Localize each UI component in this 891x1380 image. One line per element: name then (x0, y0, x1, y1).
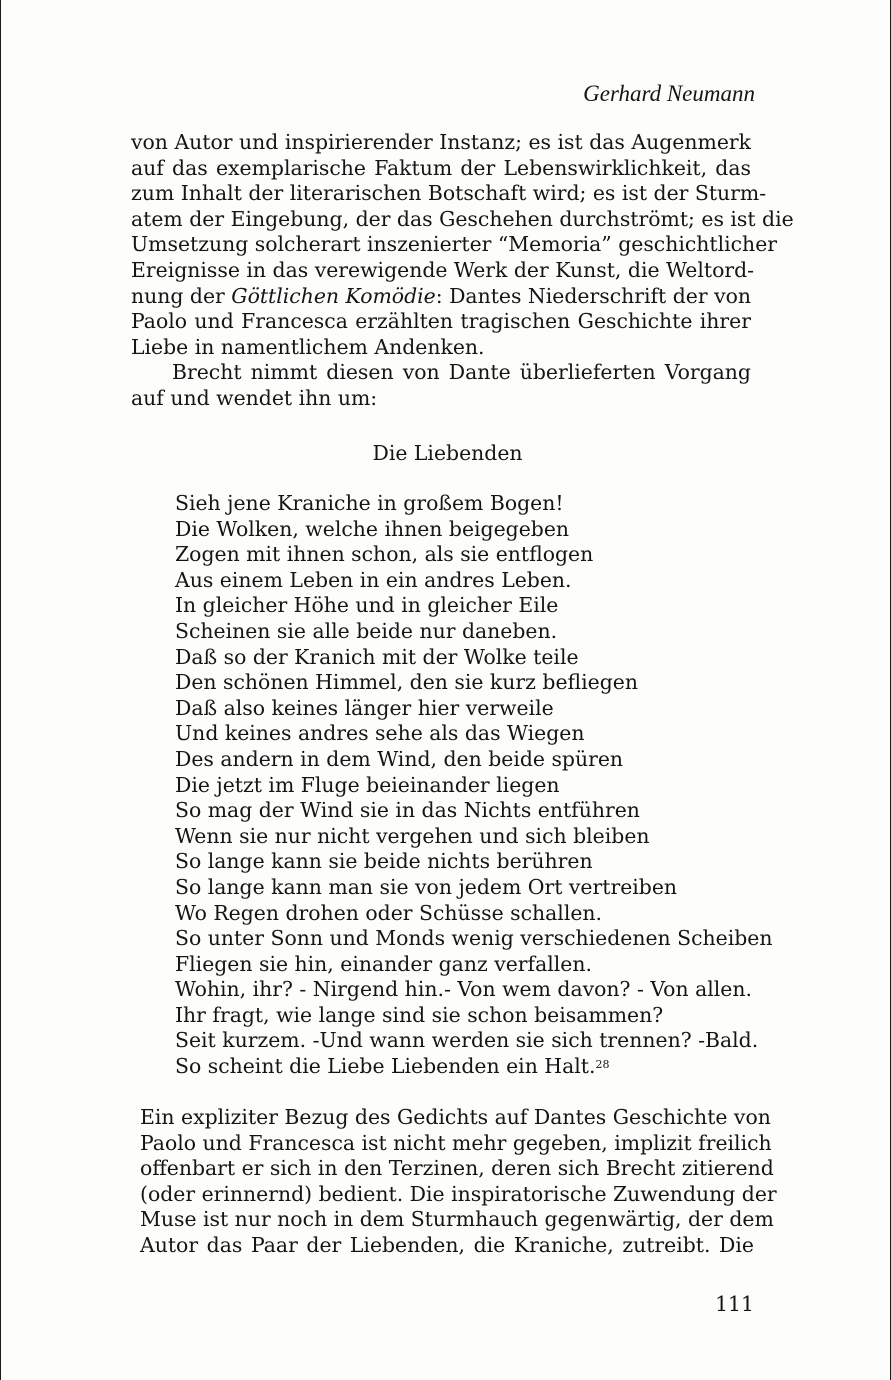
text-line-with-title (131, 284, 751, 310)
poem-line: So lange kann man sie von jedem Ort vertreiben (175, 874, 678, 899)
text-line: Paolo und Francesca erzählten tragischen Geschichte ihrer (131, 309, 751, 334)
poem-line: In gleicher Höhe und in gleicher Eile (175, 593, 559, 618)
text-line: Umsetzung solcherart inszenierter “Memoria” geschichtlicher (131, 232, 778, 257)
poem-line: So unter Sonn und Monds wenig verschiedenen Scheiben (175, 926, 773, 951)
text-line: auf das exemplarische Faktum der Lebenswirklichkeit, das (131, 155, 751, 180)
poem-line: Aus einem Leben in ein andres Leben. (175, 567, 572, 592)
poem-line-text: So scheint die Liebe Liebenden ein Halt. (175, 1054, 596, 1079)
poem-line: Wo Regen drohen oder Schüsse schallen. (175, 900, 603, 925)
text-line: Autor das Paar der Liebenden, die Kraniche, zutreibt. Die (140, 1232, 754, 1257)
running-header-author: Gerhard Neumann (583, 81, 755, 106)
poem-line: Des andern in dem Wind, den beide spüren (175, 746, 624, 771)
text-line: atem der Eingebung, der das Geschehen durchströmt; es ist die (131, 206, 794, 231)
text-line: zum Inhalt der literarischen Botschaft wird; es ist der Sturm- (131, 181, 767, 206)
poem-line: Seit kurzem. -Und wann werden sie sich trennen? -Bald. (175, 1028, 759, 1053)
poem-line: So lange kann sie beide nichts berühren (175, 849, 593, 874)
paragraph-3 (140, 1105, 777, 1259)
poem-line: Daß so der Kranich mit der Wolke teile (175, 644, 579, 669)
text-line: Ein expliziter Bezug des Gedichts auf Dantes Geschichte von (140, 1105, 771, 1129)
text-line: Muse ist nur noch in dem Sturmhauch gegenwärtig, der dem (140, 1207, 774, 1232)
poem-line: Ihr fragt, wie lange sind sie schon beisammen? (175, 1002, 664, 1027)
poem-line: Fliegen sie hin, einander ganz verfallen. (175, 951, 592, 976)
text-fragment: : Dantes Niederschrift der von (435, 283, 752, 308)
poem (175, 491, 773, 1080)
poem-line: Wohin, ihr? - Nirgend hin.- Von wem davon? - Von allen. (175, 977, 752, 1002)
poem-line: Und keines andres sehe als das Wiegen (175, 721, 585, 746)
poem-line: Wenn sie nur nicht vergehen und sich bleiben (175, 823, 650, 848)
paragraph-1 (131, 130, 794, 360)
poem-line: So mag der Wind sie in das Nichts entführen (175, 798, 640, 823)
poem-line: Die jetzt im Fluge beieinander liegen (175, 772, 560, 797)
poem-line: Zogen mit ihnen schon, als sie entflogen (175, 542, 594, 567)
poem-line: Scheinen sie alle beide nur daneben. (175, 618, 558, 643)
poem-line: Daß also keines länger hier verweile (175, 695, 554, 720)
text-line: Paolo und Francesca ist nicht mehr gegeben, implizit freilich (140, 1130, 772, 1155)
page-number: 111 (715, 1292, 754, 1316)
paragraph-2: Brecht nimmt diesen von Dante überlieferten Vorgang auf und wendet ihn um: (131, 360, 751, 410)
poem-title: Die Liebenden (372, 441, 523, 465)
work-title-italic: Göttlichen Komödie (231, 283, 436, 308)
poem-line: Den schönen Himmel, den sie kurz befliegen (175, 670, 638, 695)
text-line: Ereignisse in das verewigende Werk der Kunst, die Weltord- (131, 257, 755, 282)
poem-line: Sieh jene Kraniche in großem Bogen! (175, 491, 564, 515)
text-line: Liebe in namentlichem Andenken. (131, 334, 485, 359)
text-line: (oder erinnernd) bedient. Die inspiratorische Zuwendung der (140, 1181, 777, 1206)
poem-line: Die Wolken, welche ihnen beigegeben (175, 516, 570, 541)
poem-last-line (175, 1054, 773, 1080)
text-fragment: nung der (131, 283, 232, 308)
text-line: von Autor und inspirierender Instanz; es ist das Augenmerk (131, 130, 751, 154)
text-line: offenbart er sich in den Terzinen, deren sich Brecht zitierend (140, 1156, 774, 1181)
footnote-reference[interactable]: 28 (595, 1058, 610, 1072)
